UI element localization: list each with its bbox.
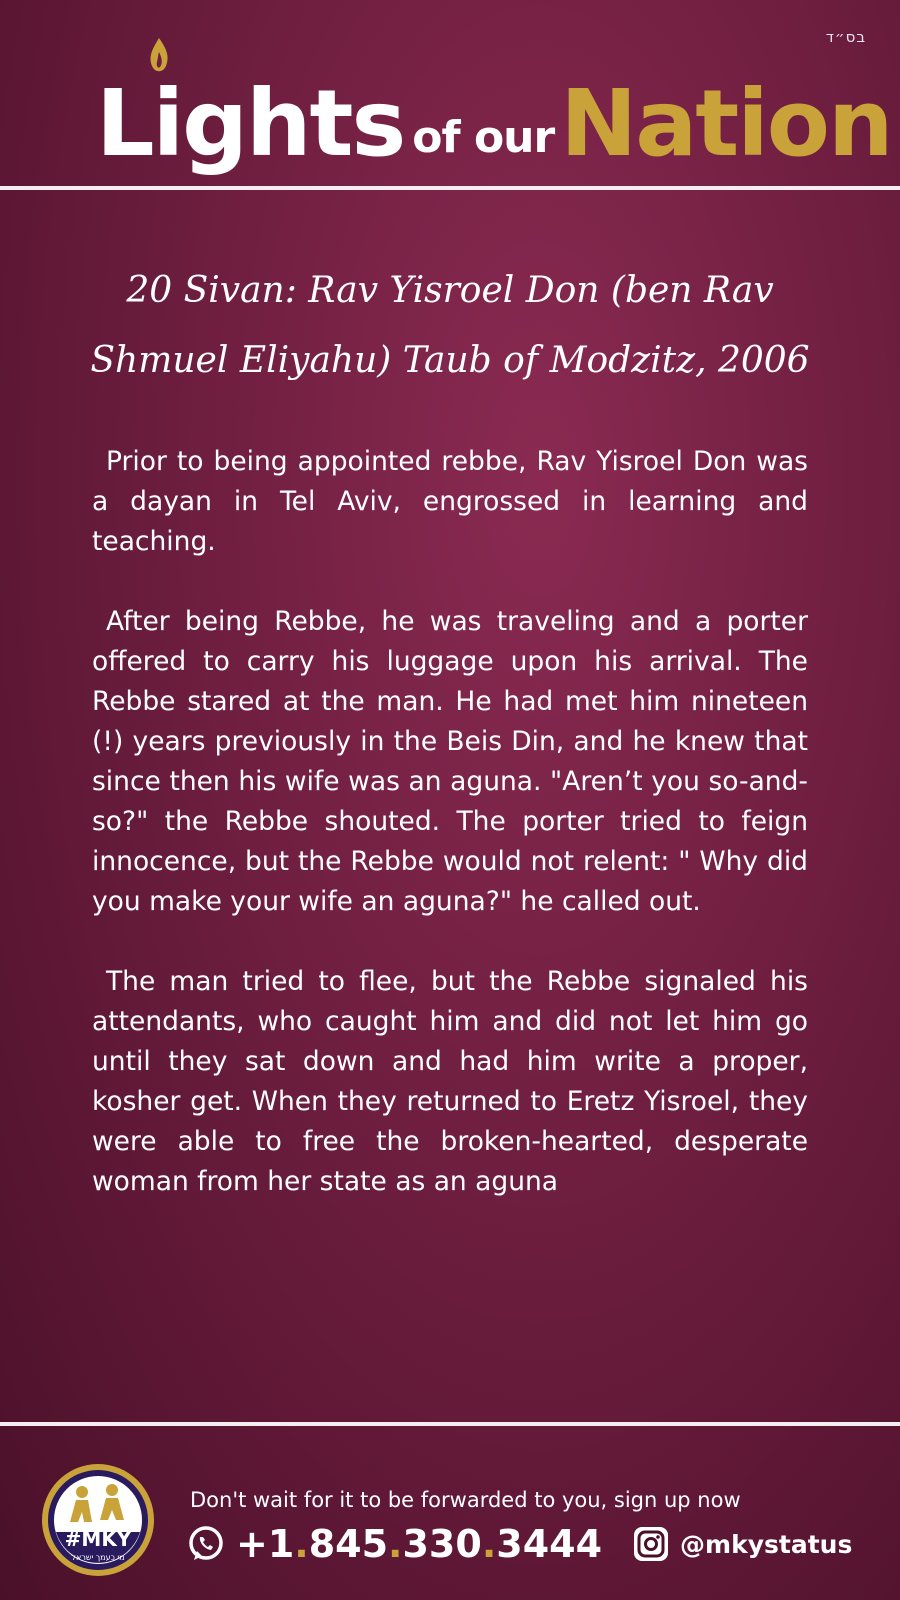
logo-word-of-our: of our (412, 112, 555, 163)
phone-number[interactable] (236, 1522, 602, 1566)
article-body (92, 442, 808, 1242)
paragraph-3: The man tried to flee, but the Rebbe signaled his attendants, who caught him and did not let him go until they sat down and had him write a proper, kosher get. When they returned to Eretz Yisroel, they were able to free the broken-hearted, desperate woman from her state as an aguna (92, 966, 808, 1197)
badge-subtext: מי כעמך ישראל (71, 1553, 125, 1562)
phone-dot: . (481, 1522, 497, 1566)
phone-part: 845 (308, 1522, 389, 1566)
instagram-handle[interactable]: @mkystatus (680, 1529, 853, 1559)
logo-word-nation: Nation (560, 70, 892, 177)
phone-part: 330 (402, 1522, 482, 1566)
phone-dot: . (294, 1522, 309, 1566)
logo-word-lights: Lights (96, 70, 405, 177)
paragraph-1: Prior to being appointed rebbe, Rav Yisroel Don was a dayan in Tel Aviv, engrossed in learning and teaching. (92, 446, 808, 557)
header (0, 0, 900, 186)
whatsapp-icon[interactable] (186, 1524, 226, 1564)
badge-text: #MKY (64, 1527, 132, 1551)
mky-badge-logo (40, 1462, 156, 1578)
phone-dot: . (388, 1522, 403, 1566)
contact-row (186, 1522, 852, 1566)
instagram-icon[interactable] (632, 1525, 670, 1563)
phone-part: +1 (236, 1522, 295, 1566)
header-divider (0, 186, 900, 190)
logo (96, 40, 892, 177)
paragraph-2: After being Rebbe, he was traveling and a porter offered to carry his luggage upon his arrival. The Rebbe stared at the man. He had met him nineteen (!) years previously in the Beis Din, and he knew that since then his wife was an aguna. "Aren’t you so-and-so?" the Rebbe shouted. The porter tried to feign innocence, but the Rebbe would not relent: " Why did you make your wife an aguna?" he called out. (92, 606, 808, 917)
bsd-mark: בס״ד (825, 28, 866, 46)
phone-part: 3444 (496, 1522, 603, 1566)
article-title: 20 Sivan: Rav Yisroel Don (ben Rav Shmuel Eliyahu) Taub of Modzitz, 2006 (90, 270, 810, 381)
signup-text: Don't wait for it to be forwarded to you, sign up now (190, 1488, 741, 1512)
footer (0, 1426, 900, 1600)
